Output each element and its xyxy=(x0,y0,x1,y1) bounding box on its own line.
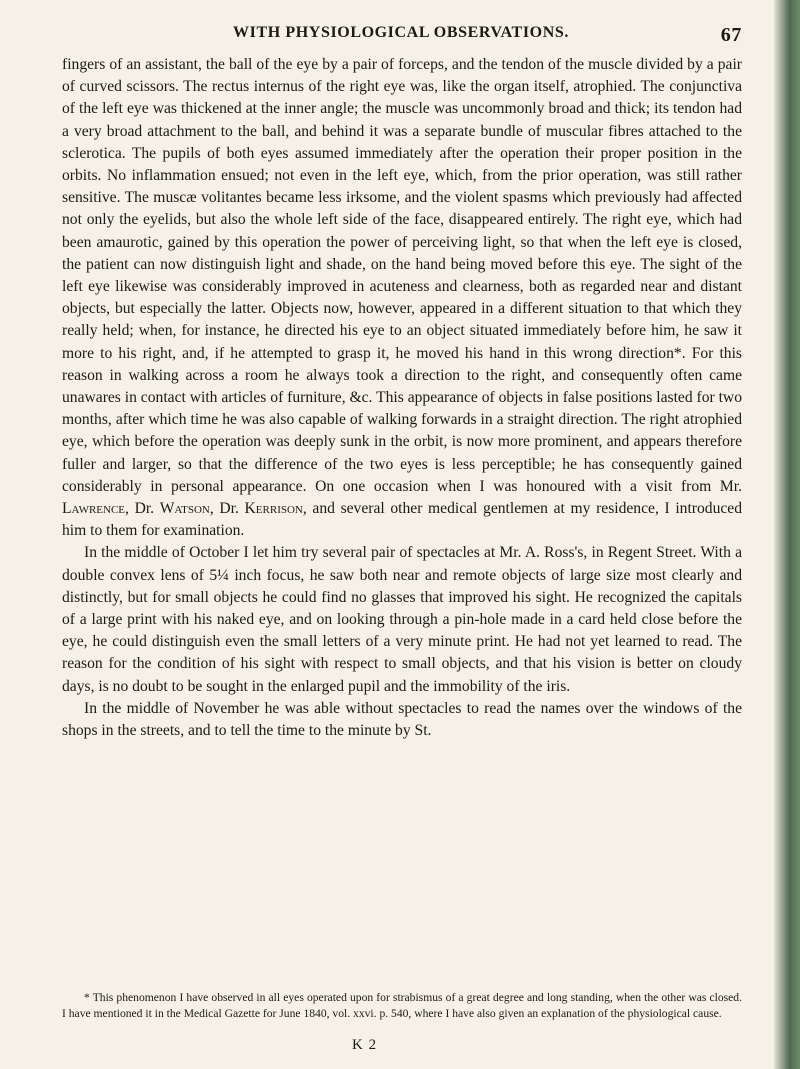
page-number: 67 xyxy=(720,24,742,46)
paragraph-1-part-c: , Dr. xyxy=(209,500,245,518)
person-name-watson: Watson xyxy=(159,500,210,518)
paragraph-2: In the middle of October I let him try several pair of spectacles at Mr. A. Ross's, in Regent Street. With a double convex lens of 5¼ inch focus, he saw both near and remote objects of large size most clearly and distinctly, but for small objects he could find no glasses that improved his sight. He recognized the capitals of a large print with his naked eye, and on looking through a pin-hole made in a card held close before the eye, he could distinguish even the small letters of a very minute print. He had not yet learned to read. The reason for the condition of his sight with respect to small objects, and that his vision is better on cloudy days, is no doubt to be sought in the enlarged pupil and the immobility of the iris. xyxy=(62,544,742,695)
paragraph-1 xyxy=(62,54,742,542)
footnote: * This phenomenon I have observed in all eyes operated upon for strabismus of a great degree and long standing, when the other was closed. I have mentioned it in the Medical Gazette for June 1840, vol. xxvi. p. 540, where I have also given an explanation of the physiological cause. xyxy=(62,991,742,1021)
page-edge-binding xyxy=(774,0,800,1069)
paragraph-1-part-a: fingers of an assistant, the ball of the eye by a pair of forceps, and the tendon of the muscle divided by a pair of curved scissors. The rectus internus of the right eye was, like the organ itself, atrophied. The conjunctiva of the left eye was thickened at the inner angle; the muscle was uncommonly broad and thick; its tendon had a very broad attachment to the ball, and behind it was a separate bundle of muscular fibres attached to the sclerotica. The pupils of both eyes assumed immediately after the operation their proper position in the orbits. No inflammation ensued; not even in the left eye, which, from the prior operation, was still rather sensitive. The muscæ volitantes became less irksome, and the violent spasms which previously had affected not only the eyelids, but also the whole left side of the face, disappeared entirely. The right eye, which had been amaurotic, gained by this operation the power of perceiving light, so that when the left eye is closed, the patient can now distinguish light and shade, on the hand being moved before this eye. The sight of the left eye likewise was considerably improved in acuteness and clearness, both as regarded near and distant objects, but especially the latter. Objects now, however, appeared in a different situation to that which they really held; when, for instance, he directed his eye to an object situated immediately before him, he saw it more to his right, and, if he attempted to grasp it, he moved his hand in this wrong direction*. For this reason in walking across a room he always took a direction to the right, and consequently often came unawares in contact with articles of furniture, &c. This appearance of objects in false positions lasted for two months, after which time he was also capable of walking forwards in a straight direction. The right atrophied eye, which before the operation was deeply sunk in the orbit, is now more prominent, and appears therefore fuller and larger, so that the difference of the two eyes is less perceptible; he has consequently gained considerably in personal appearance. On one occasion when I was honoured with a visit from Mr. xyxy=(62,56,742,495)
person-name-kerrison: Kerrison xyxy=(244,500,303,518)
signature-mark: K 2 xyxy=(352,1037,378,1053)
paragraph-1-part-b: , Dr. xyxy=(125,500,160,518)
running-title: WITH PHYSIOLOGICAL OBSERVATIONS. xyxy=(233,24,569,41)
running-header xyxy=(60,24,742,48)
person-name-lawrence: Lawrence xyxy=(62,500,126,518)
body-text xyxy=(62,54,742,742)
paragraph-1-part-d: , and several other medical gentlemen at my residence, I introduced him to them for examination. xyxy=(62,500,742,540)
paragraph-3: In the middle of November he was able without spectacles to read the names over the windows of the shops in the streets, and to tell the time to the minute by St. xyxy=(62,699,742,740)
